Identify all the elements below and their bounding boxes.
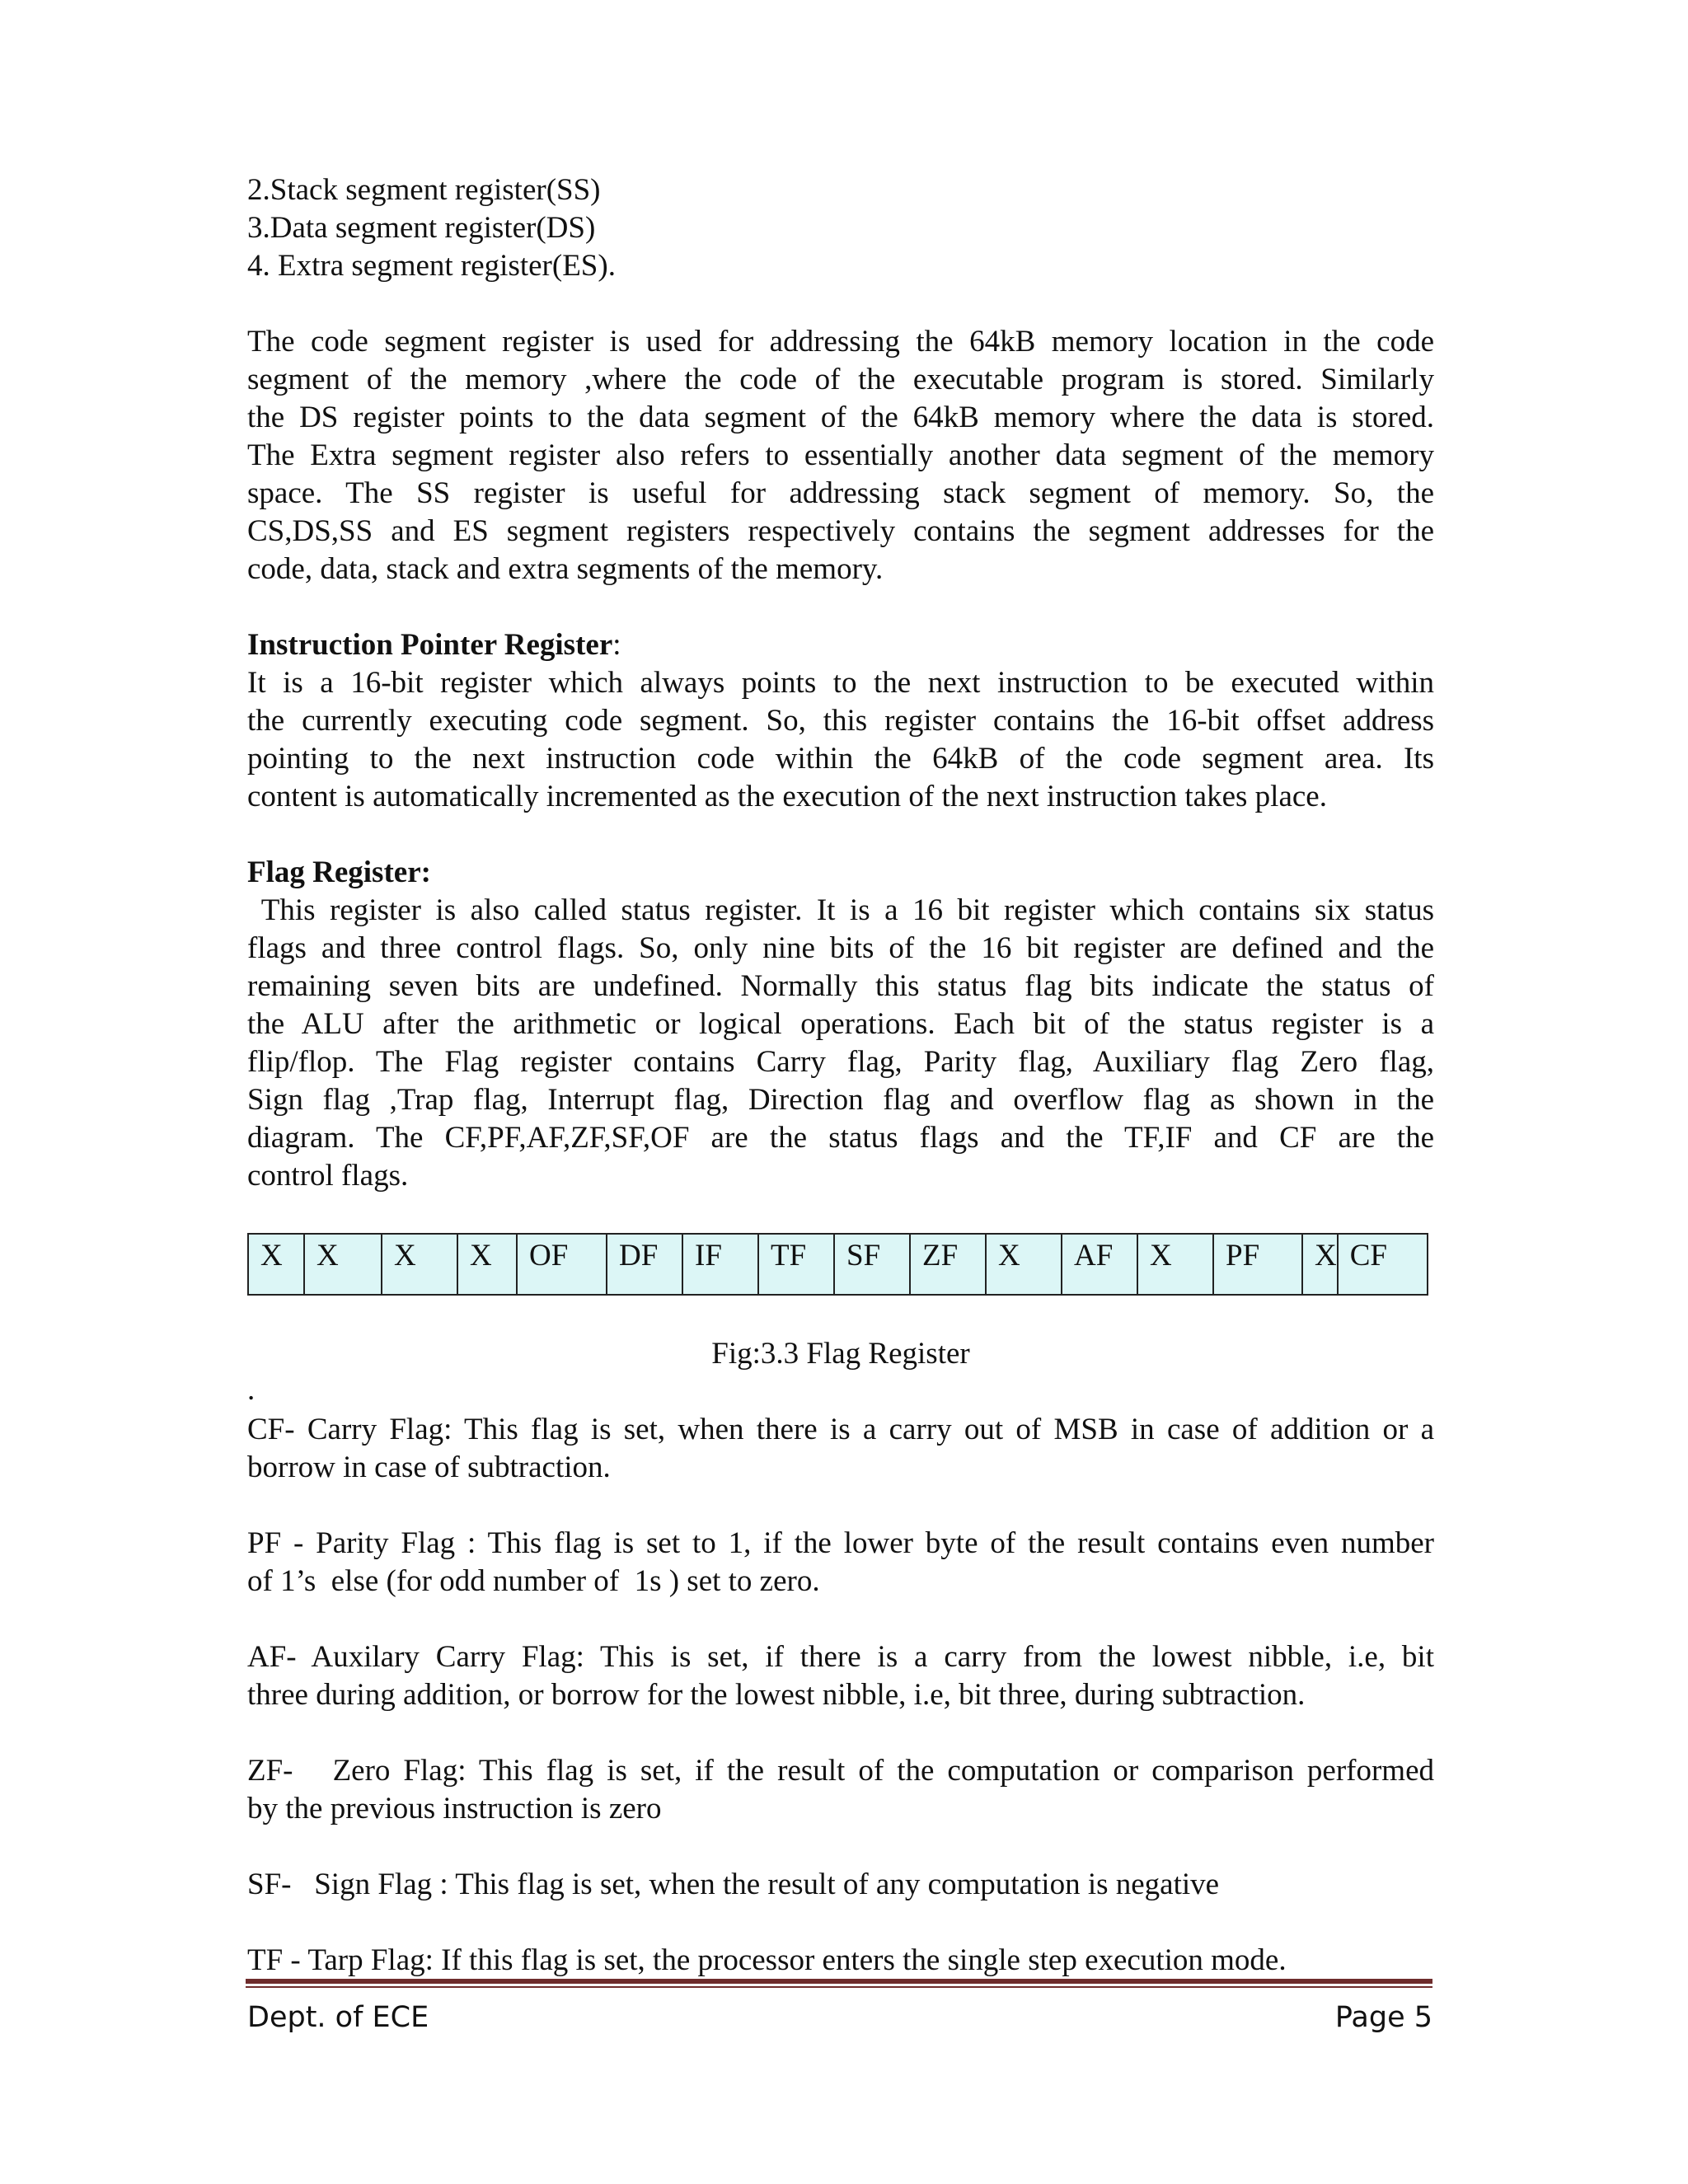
flag-description-zf [247,1752,1434,1828]
ip-heading-colon: : [612,628,621,662]
footer-rule-thin [246,1986,1432,1988]
list-item-stack-segment: 2.Stack segment register(SS) [247,173,601,207]
flag-cell: ZF [910,1234,986,1295]
footer-department: Dept. of ECE [247,2001,429,2034]
paragraph-line: The code segment register is used for addressing the 64kB memory location in the code [247,325,1434,359]
description-line: ZF- Zero Flag: This flag is set, if the result of the computation or comparison performed [247,1754,1434,1788]
paragraph-line: pointing to the next instruction code within the 64kB of the code segment area. Its [247,742,1434,776]
description-line: AF- Auxilary Carry Flag: This is set, if there is a carry from the lowest nibble, i.e, bit [247,1640,1434,1674]
flag-cell: IF [682,1234,758,1295]
flag-cell: SF [834,1234,910,1295]
description-line: three during addition, or borrow for the lowest nibble, i.e, bit three, during subtraction. [247,1678,1306,1712]
flag-cell: X [986,1234,1062,1295]
ip-heading [247,626,621,664]
list-item-extra-segment: 4. Extra segment register(ES). [247,249,616,283]
flag-cell: CF [1338,1234,1428,1295]
flag-cell: OF [517,1234,607,1295]
description-line: borrow in case of subtraction. [247,1451,611,1484]
flag-cell: X [1302,1234,1338,1295]
ip-paragraph [247,664,1434,816]
paragraph-line: flip/flop. The Flag register contains Carry flag, Parity flag, Auxiliary flag Zero flag, [247,1045,1434,1079]
flag-heading-text: Flag Register: [247,855,431,889]
flag-heading [247,854,431,892]
table-row [248,1234,1428,1295]
paragraph-line: The Extra segment register also refers to essentially another data segment of the memory [247,438,1434,472]
footer-page-number: Page 5 [1334,2001,1432,2034]
paragraph-line: diagram. The CF,PF,AF,ZF,SF,OF are the status flags and the TF,IF and CF are the [247,1121,1434,1155]
flag-register-table [247,1233,1428,1296]
paragraph-line: Sign flag ,Trap flag, Interrupt flag, Direction flag and overflow flag as shown in the [247,1083,1434,1117]
paragraph-line: the ALU after the arithmetic or logical operations. Each bit of the status register is a [247,1007,1434,1041]
paragraph-line: flags and three control flags. So, only nine bits of the 16 bit register are defined and the [247,931,1434,965]
paragraph-line: the DS register points to the data segment of the 64kB memory where the data is stored. [247,401,1434,434]
footer-rule [246,1979,1432,1984]
description-line: of 1’s else (for odd number of 1s ) set to zero. [247,1564,820,1598]
description-line: CF- Carry Flag: This flag is set, when there is a carry out of MSB in case of addition or a [247,1413,1434,1446]
flag-cell: X [304,1234,382,1295]
flag-description-cf [247,1411,1434,1487]
paragraph-line: the currently executing code segment. So, this register contains the 16-bit offset address [247,704,1434,738]
figure-caption: Fig:3.3 Flag Register [711,1337,970,1371]
paragraph-line: space. The SS register is useful for addressing stack segment of memory. So, the [247,476,1434,510]
segment-paragraph [247,323,1434,588]
flag-description-pf [247,1525,1434,1601]
paragraph-line: remaining seven bits are undefined. Normally this status flag bits indicate the status of [247,969,1434,1003]
flag-cell: X [457,1234,517,1295]
flag-cell: PF [1213,1234,1302,1295]
paragraph-line: content is automatically incremented as the execution of the next instruction takes place. [247,780,1327,813]
ip-heading-text: Instruction Pointer Register [247,628,613,662]
flag-cell: AF [1062,1234,1137,1295]
paragraph-line: control flags. [247,1159,409,1193]
flag-description-af [247,1638,1434,1714]
paragraph-line: code, data, stack and extra segments of the memory. [247,552,884,586]
flag-description-tf: TF - Tarp Flag: If this flag is set, the processor enters the single step execution mode. [247,1943,1287,1977]
paragraph-line: CS,DS,SS and ES segment registers respectively contains the segment addresses for the [247,514,1434,548]
flag-cell: X [382,1234,457,1295]
stray-dot: . [247,1373,256,1407]
list-item-data-segment: 3.Data segment register(DS) [247,211,596,245]
flag-cell: X [1137,1234,1213,1295]
paragraph-line: This register is also called status register. It is a 16 bit register which contains six status [247,893,1434,927]
paragraph-line: segment of the memory ,where the code of the executable program is stored. Similarly [247,363,1434,396]
flag-description-sf: SF- Sign Flag : This flag is set, when the result of any computation is negative [247,1868,1220,1901]
flag-cell: X [248,1234,304,1295]
paragraph-line: It is a 16-bit register which always points to the next instruction to be executed within [247,666,1434,700]
description-line: PF - Parity Flag : This flag is set to 1, if the lower byte of the result contains even number [247,1526,1434,1560]
flag-cell: TF [758,1234,834,1295]
flag-cell: DF [607,1234,682,1295]
description-line: by the previous instruction is zero [247,1792,662,1825]
flag-paragraph [247,892,1434,1195]
